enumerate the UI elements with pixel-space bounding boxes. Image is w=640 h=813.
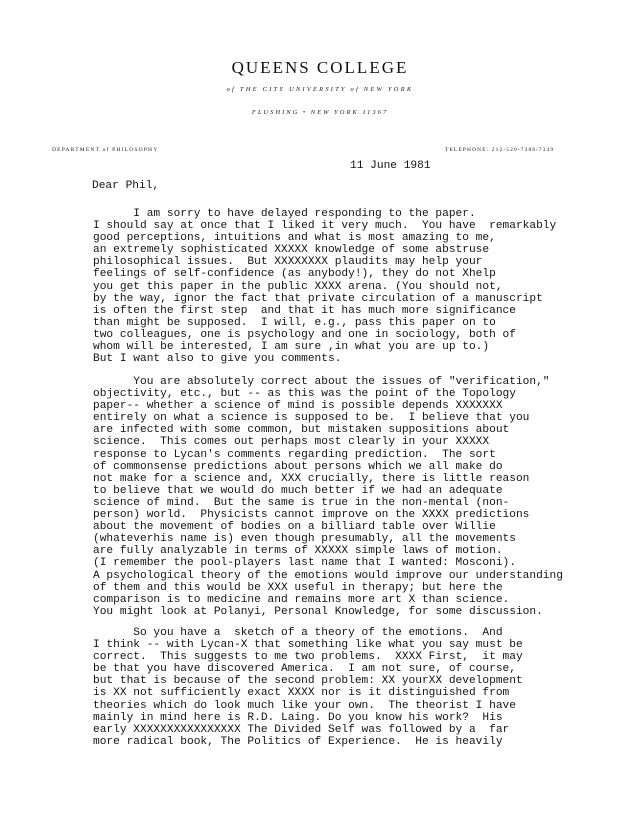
paragraph-line: not make for a science and, XXX crucially, there is little reason [93,472,530,485]
paragraph-line: You are absolutely correct about the issues of "verification," [93,376,550,388]
paragraph-line: science of mind. But the same is true in the non-mental (non- [93,496,510,509]
paragraph-line: are infected with some common, but mistaken suppositions about [93,424,510,437]
paragraph-line: to believe that we would do much better if we had an adequate [93,484,503,497]
paragraph-line: A psychological theory of the emotions would improve our understanding [93,569,563,582]
paragraph-line: you get this paper in the public XXXX arena. (You should not, [93,280,503,293]
letter-paragraph-3 [93,627,633,748]
paragraph-line: I am sorry to have delayed responding to the paper. [93,208,476,220]
paragraph-line: but that is because of the second problem: XX yourXX development [93,675,523,688]
paragraph-line: early XXXXXXXXXXXXXXXX The Divided Self was followed by a far [93,723,510,736]
paragraph-line: is often the first step and that it has much more significance [93,304,516,317]
paragraph-line: I should say at once that I liked it very much. You have remarkably [93,220,557,233]
paragraph-line: more radical book, The Politics of Experience. He is heavily [93,735,503,748]
paragraph-line: But I want also to give you comments. [93,353,342,366]
paragraph-line: science. This comes out perhaps most clearly in your XXXXX [93,436,490,449]
paragraph-line: response to Lycan's comments regarding prediction. The sort [93,448,496,461]
paragraph-line: about the movement of bodies on a billiard table over Willie [93,521,496,534]
paragraph-line: of commonsense predictions about persons which we all make do [93,460,503,473]
letter-paragraph-2 [93,376,633,618]
letterhead-department: DEPARTMENT of PHILOSOPHY [52,147,159,153]
paragraph-line: theories which do look much like your own. The theorist I have [93,699,516,712]
letter-date: 11 June 1981 [350,160,431,172]
paragraph-line: by the way, ignor the fact that private circulation of a manuscript [93,292,543,305]
letter-salutation: Dear Phil, [92,180,160,192]
paragraph-line: (I remember the pool-players last name that I wanted: Mosconi). [93,557,516,570]
paragraph-line: mainly in mind here is R.D. Laing. Do you know his work? His [93,711,503,724]
letterhead-college-name: QUEENS COLLEGE [231,58,409,77]
paragraph-line: two colleagues, one is psychology and one in sociology, both of [93,328,516,341]
paragraph-line: are fully analyzable in terms of XXXXX simple laws of motion. [93,545,503,558]
paragraph-line: person) world. Physicists cannot improve on the XXXX predictions [93,509,530,522]
paragraph-line: So you have a sketch of a theory of the emotions. And [93,627,503,639]
paragraph-line: whom will be interested, I am sure ,in what you are up to.) [93,341,490,354]
paragraph-line: an extremely sophisticated XXXXX knowledge of some abstruse [93,244,490,257]
paragraph-line: feelings of self-confidence (as anybody!), they do not Xhelp [93,268,496,281]
paragraph-line: than might be supposed. I will, e.g., pass this paper on to [93,316,496,329]
paragraph-line: entirely on what a science is supposed to be. I believe that you [93,412,530,425]
paragraph-line: good perceptions, intuitions and what is most amazing to me, [93,232,496,245]
letterhead-telephone: TELEPHONE: 212-520-7388/7349 [445,147,555,153]
paragraph-line: is XX not sufficiently exact XXXX nor is it distinguished from [93,687,510,700]
letterhead-address: FLUSHING • NEW YORK 11367 [251,109,389,116]
paragraph-line: objectivity, etc., but -- as this was the point of the Topology [93,388,516,401]
paragraph-line: You might look at Polanyi, Personal Knowledge, for some discussion. [93,605,543,618]
paragraph-line: paper-- whether a science of mind is possible depends XXXXXXX [93,400,503,413]
paragraph-line: of them and this would be XXX useful in therapy; but here the [93,581,503,594]
paragraph-line: comparison is to medicine and remains more art X than science. [93,593,510,606]
paragraph-line: (whateverhis name is) even though presumably, all the movements [93,533,516,546]
paragraph-line: correct. This suggests to me two problems. XXXX First, it may [93,651,523,664]
paragraph-line: philosophical issues. But XXXXXXXX plaudits may help your [93,256,483,269]
letterhead-university: of THE CITY UNIVERSITY of NEW YORK [226,86,414,93]
paragraph-line: be that you have discovered America. I am not sure, of course, [93,663,516,676]
paragraph-line: I think -- with Lycan-X that something like what you say must be [93,639,523,652]
letter-paragraph-1 [93,208,633,365]
